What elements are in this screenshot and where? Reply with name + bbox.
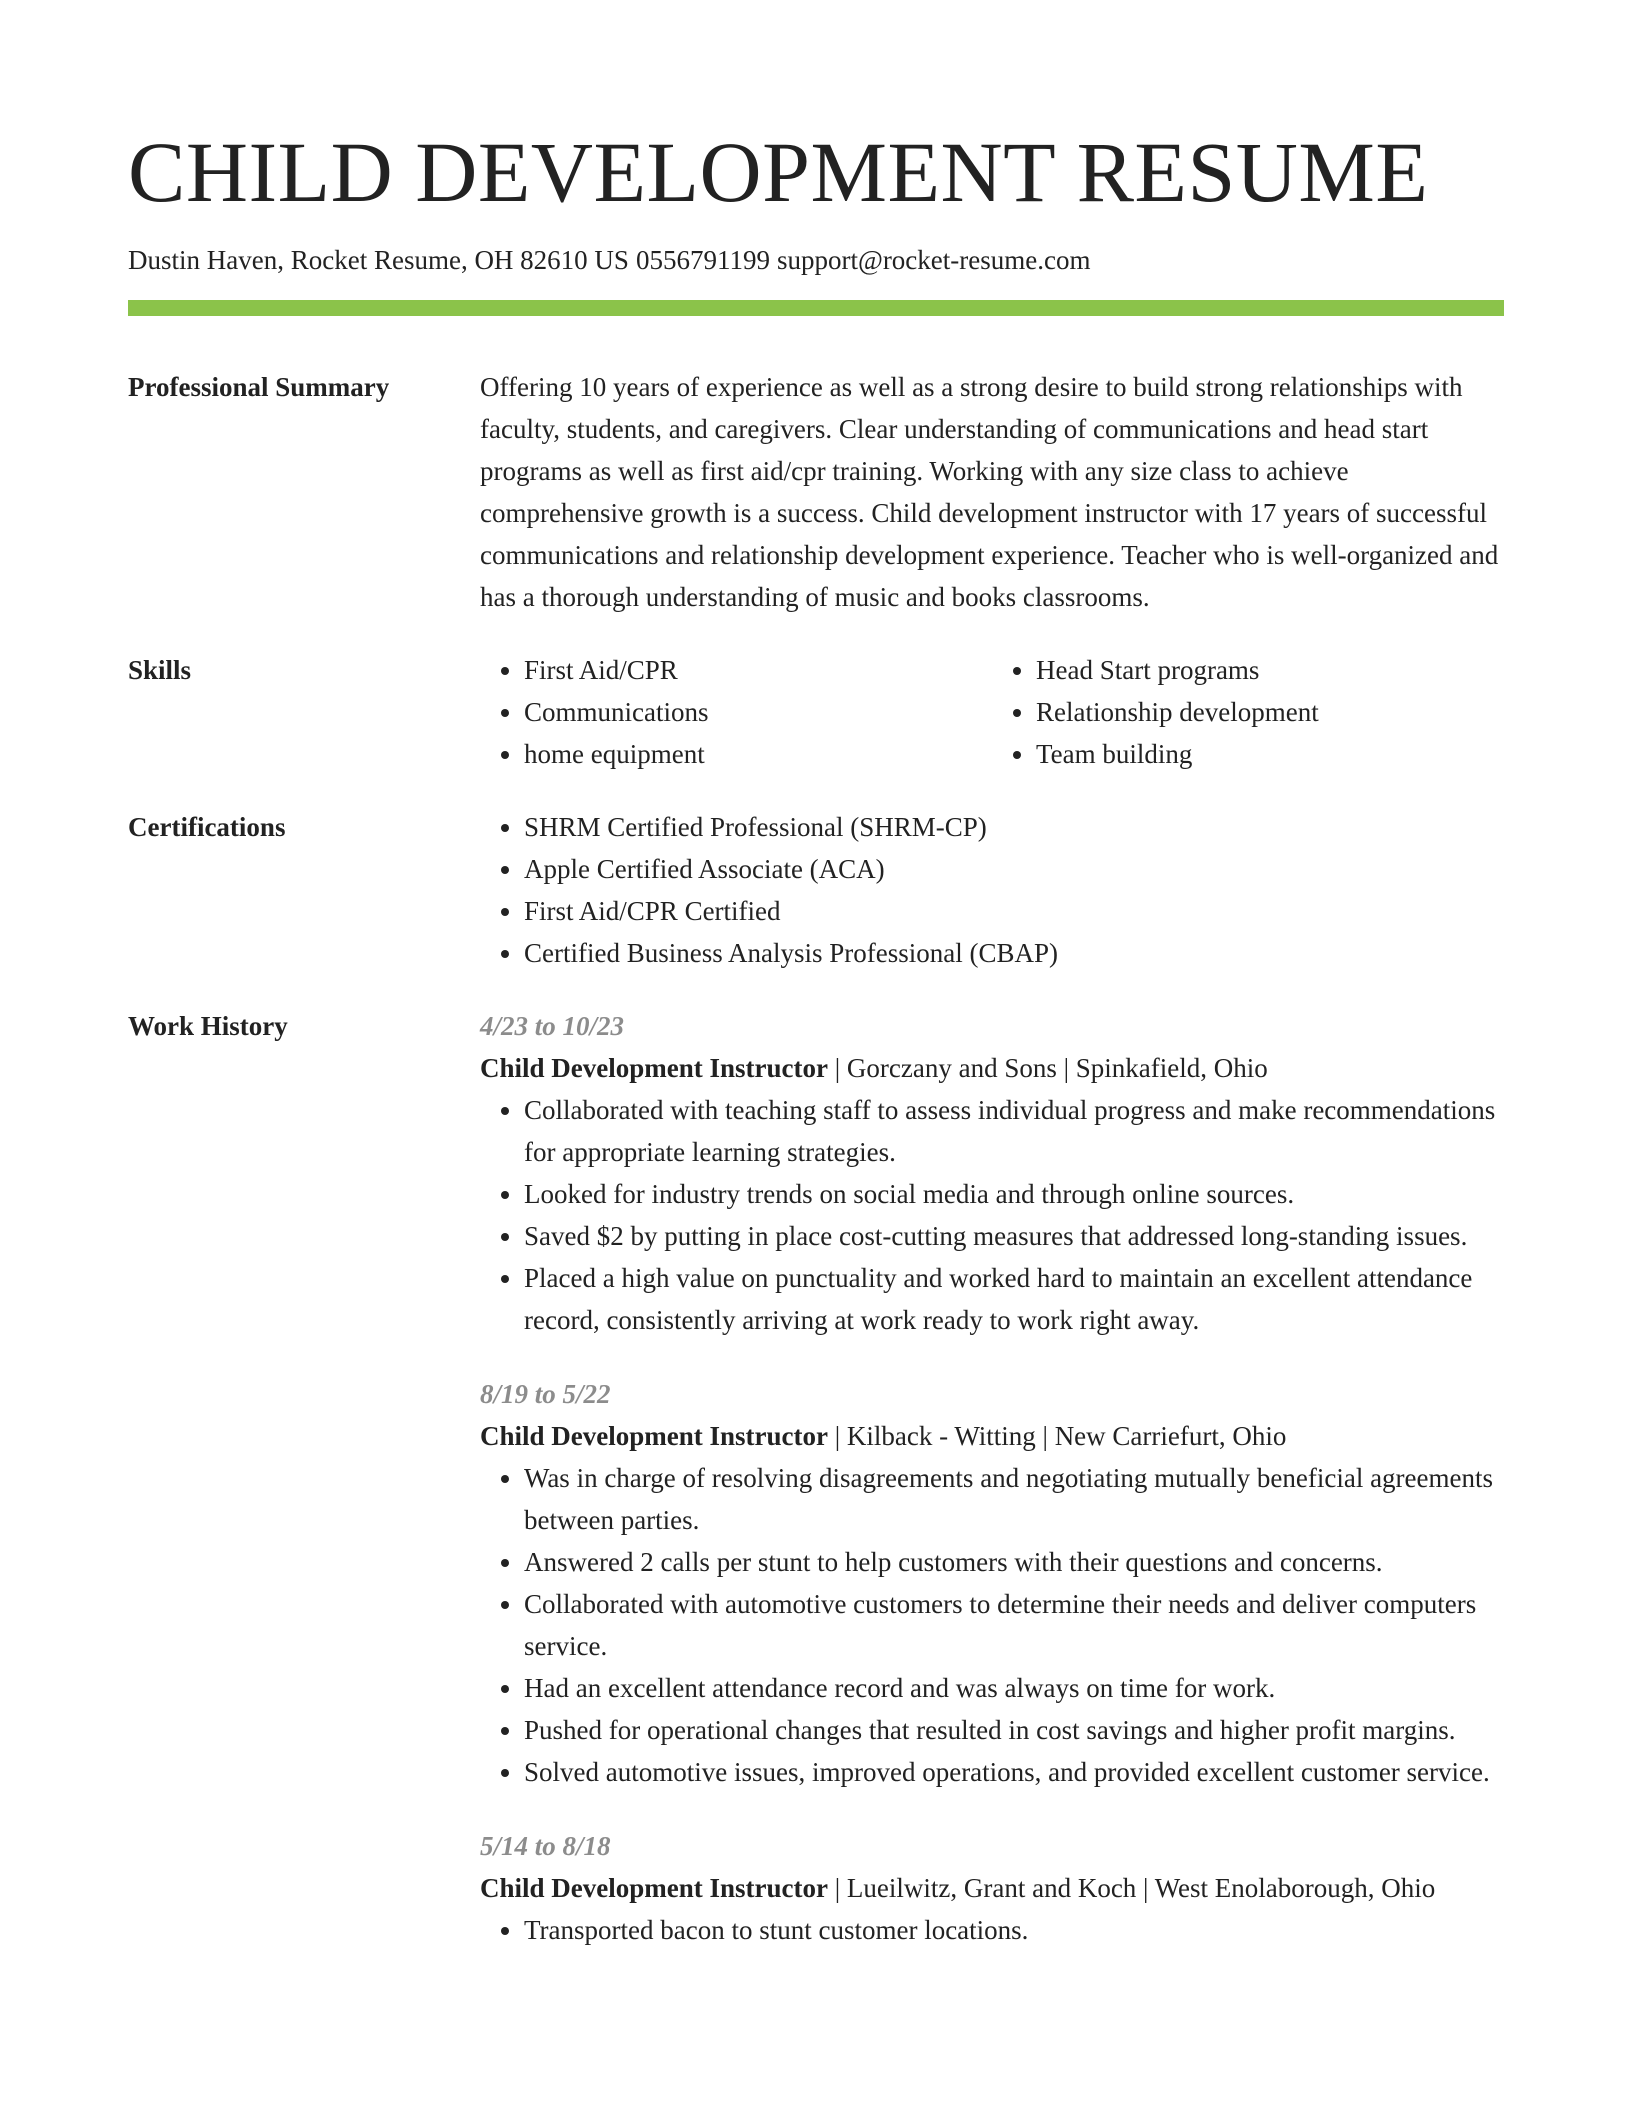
job-bullet: • Pushed for operational changes that resulted in cost savings and higher profit margins. — [524, 1709, 1504, 1751]
job-title: Child Development Instructor — [480, 1873, 828, 1903]
work-history-heading: Work History — [128, 1011, 288, 1041]
job-bullet: • Collaborated with teaching staff to assess individual progress and make recommendations for appropriate learning strategies. — [524, 1089, 1504, 1173]
skills-section — [128, 649, 1504, 775]
job-entry — [480, 1373, 1504, 1793]
job-bullet: • Answered 2 calls per stunt to help customers with their questions and concerns. — [524, 1541, 1504, 1583]
certification-item: • SHRM Certified Professional (SHRM-CP) — [524, 806, 1504, 848]
skills-list-right — [992, 649, 1504, 775]
certifications-list — [480, 806, 1504, 974]
job-bullet: • Collaborated with automotive customers to determine their needs and deliver computers service. — [524, 1583, 1504, 1667]
job-title: Child Development Instructor — [480, 1053, 828, 1083]
certification-item: • First Aid/CPR Certified — [524, 890, 1504, 932]
job-bullet-list — [480, 1457, 1504, 1793]
job-company: Lueilwitz, Grant and Koch — [846, 1873, 1137, 1903]
separator: | — [834, 1053, 841, 1083]
job-company: Kilback - Witting — [846, 1421, 1036, 1451]
certification-item: • Certified Business Analysis Professional (CBAP) — [524, 932, 1504, 974]
accent-divider — [128, 300, 1504, 316]
summary-heading: Professional Summary — [128, 372, 390, 402]
summary-text: Offering 10 years of experience as well as a strong desire to build strong relationships with faculty, students, and caregivers. Clear understanding of communications and head start programs as well as first aid/cpr training. Working with any size class to achieve comprehensive growth is a success. Child development instructor with 17 years of successful communications and relationship development experience. Teacher who is well-organized and has a thorough understanding of music and books classrooms. — [480, 372, 1499, 612]
separator: | — [1042, 1421, 1048, 1451]
contact-address: Dustin Haven, Rocket Resume, OH 82610 US — [128, 245, 629, 275]
skill-item: • Relationship development — [1036, 691, 1504, 733]
skill-item: • Communications — [524, 691, 992, 733]
certifications-section — [128, 806, 1504, 974]
skill-item: • Head Start programs — [1036, 649, 1504, 691]
certification-item: • Apple Certified Associate (ACA) — [524, 848, 1504, 890]
job-dates: 4/23 to 10/23 — [480, 1011, 625, 1041]
job-location: New Carriefurt, Ohio — [1054, 1421, 1287, 1451]
summary-section — [128, 366, 1504, 618]
separator: | — [834, 1421, 841, 1451]
job-bullet-list — [480, 1089, 1504, 1341]
skill-item: • home equipment — [524, 733, 992, 775]
job-entry — [480, 1005, 1504, 1341]
job-location: Spinkafield, Ohio — [1075, 1053, 1268, 1083]
skill-item: • First Aid/CPR — [524, 649, 992, 691]
resume-title: CHILD DEVELOPMENT RESUME — [128, 124, 1429, 220]
job-header — [480, 1415, 1504, 1457]
job-bullet: • Placed a high value on punctuality and worked hard to maintain an excellent attendance record, consistently arriving at work ready to work right away. — [524, 1257, 1504, 1341]
job-dates: 5/14 to 8/18 — [480, 1831, 611, 1861]
job-title: Child Development Instructor — [480, 1421, 828, 1451]
skill-item: • Team building — [1036, 733, 1504, 775]
certifications-heading: Certifications — [128, 812, 286, 842]
separator: | — [1143, 1873, 1149, 1903]
job-header — [480, 1867, 1504, 1909]
contact-phone: 0556791199 — [635, 245, 770, 275]
job-company: Gorczany and Sons — [846, 1053, 1057, 1083]
work-history-section — [128, 1005, 1504, 1951]
separator: | — [1063, 1053, 1069, 1083]
skills-list-left — [480, 649, 992, 775]
job-bullet: • Transported bacon to stunt customer locations. — [524, 1909, 1504, 1951]
job-bullet: • Was in charge of resolving disagreements and negotiating mutually beneficial agreements between parties. — [524, 1457, 1504, 1541]
job-location: West Enolaborough, Ohio — [1154, 1873, 1436, 1903]
job-dates: 8/19 to 5/22 — [480, 1379, 611, 1409]
job-bullet-list — [480, 1909, 1504, 1951]
resume-page — [128, 0, 1504, 1951]
job-bullet: • Looked for industry trends on social media and through online sources. — [524, 1173, 1504, 1215]
skills-heading: Skills — [128, 655, 192, 685]
job-bullet: • Had an excellent attendance record and was always on time for work. — [524, 1667, 1504, 1709]
job-bullet: • Solved automotive issues, improved operations, and provided excellent customer service. — [524, 1751, 1504, 1793]
job-bullet: • Saved $2 by putting in place cost-cutting measures that addressed long-standing issues. — [524, 1215, 1504, 1257]
contact-email[interactable]: support@rocket-resume.com — [776, 245, 1091, 275]
separator: | — [834, 1873, 841, 1903]
job-header — [480, 1047, 1504, 1089]
contact-line — [128, 242, 1504, 278]
job-entry — [480, 1825, 1504, 1951]
